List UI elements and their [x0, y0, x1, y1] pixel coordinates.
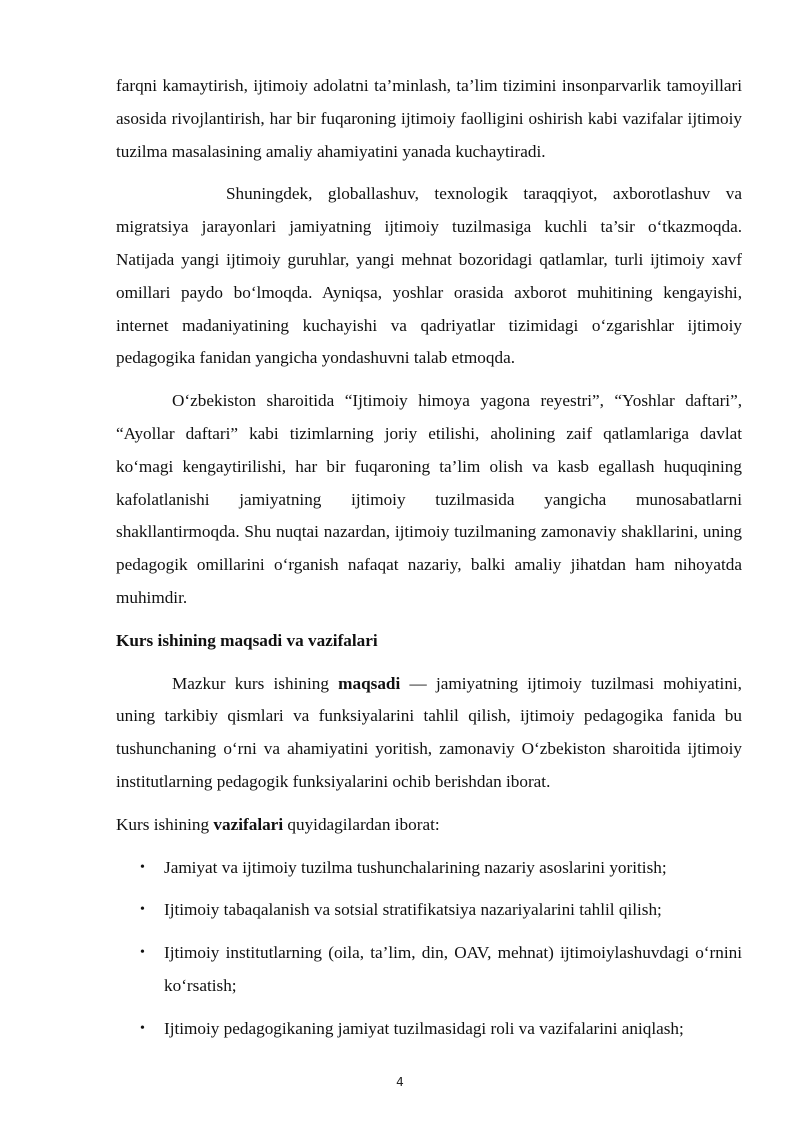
tasks-bold-term: vazifalari: [213, 814, 284, 834]
list-item: [116, 852, 742, 885]
paragraph-goal: [116, 668, 742, 799]
bullet-icon: •: [140, 902, 145, 918]
goal-bold-term: maqsadi: [338, 673, 401, 693]
goal-prefix: Mazkur kurs ishining: [172, 673, 339, 693]
list-item-text: Ijtimoiy tabaqalanish va sotsial stratifikatsiya nazariyalarini tahlil qilish;: [164, 900, 662, 920]
list-item: [116, 894, 742, 927]
tasks-list: [116, 852, 742, 1046]
paragraph-globalization: Shuningdek, globallashuv, texnologik taraqqiyot, axborotlashuv va migratsiya jarayonlari jamiyatning ijtimoiy tuzilmasiga kuchli ta’sir o‘tkazmoqda. Natijada yangi ijtimoiy guruhlar, yangi mehnat bozoridagi qatlamlar, turli ijtimoiy xavf omillari paydo bo‘lmoqda. Ayniqsa, yoshlar orasida axborot muhitining kengayishi, internet madaniyatining kuchayishi va qadriyatlar tizimidagi o‘zgarishlar ijtimoiy pedagogika fanidan yangicha yondashuvni talab etmoqda.: [116, 184, 742, 368]
list-item-text: Ijtimoiy pedagogikaning jamiyat tuzilmasidagi roli va vazifalarini aniqlash;: [164, 1018, 684, 1038]
bullet-icon: •: [140, 945, 145, 961]
paragraph-tasks-intro: [116, 809, 742, 842]
list-item-text: Jamiyat va ijtimoiy tuzilma tushunchalarining nazariy asoslarini yoritish;: [164, 857, 667, 877]
page-number: 4: [396, 1075, 404, 1089]
tasks-intro-text: quyidagilardan iborat:: [283, 814, 440, 834]
list-item: [116, 1013, 742, 1046]
bullet-icon: •: [140, 1020, 145, 1036]
goal-text: — jamiyatning ijtimoiy tuzilmasi mohiyatini, uning tarkibiy qismlari va funksiyalarini tahlil qilish, ijtimoiy pedagogika fanida bu tushunchaning o‘rni va ahamiyatini yoritish, zamonaviy O‘zbekiston sharoitida ijtimoiy institutlarning pedagogik funksiyalarini ochib berishdan iborat.: [116, 673, 742, 791]
paragraph-uzbekistan-context: O‘zbekiston sharoitida “Ijtimoiy himoya yagona reyestri”, “Yoshlar daftari”, “Ayollar daftari” kabi tizimlarning joriy etilishi, aholining zaif qatlamlariga davlat ko‘magi kengaytirilishi, har bir fuqaroning ta’lim olish va kasb egallash huquqining kafolatlanishi jamiyatning ijtimoiy tuzilmasida yangicha munosabatlarni shakllantirmoqda. Shu nuqtai nazardan, ijtimoiy tuzilmaning zamonaviy shakllarini, uning pedagogik omillarini o‘rganish nafaqat nazariy, balki amaliy jihatdan ham nihoyatda muhimdir.: [116, 391, 742, 607]
tasks-prefix: Kurs ishining: [116, 814, 214, 834]
list-item-text: Ijtimoiy institutlarning (oila, ta’lim, din, OAV, mehnat) ijtimoiylashuvdagi o‘rnini ko‘rsatish;: [164, 943, 742, 995]
section-heading: Kurs ishining maqsadi va vazifalari: [116, 630, 378, 650]
paragraph-continuation: farqni kamaytirish, ijtimoiy adolatni ta’minlash, ta’lim tizimini insonparvarlik tamoyillari asosida rivojlantirish, har bir fuqaroning ijtimoiy faolligini oshirish kabi vazifalar ijtimoiy tuzilma masalasining amaliy ahamiyatini yanada kuchaytiradi.: [116, 76, 742, 161]
page-content: [116, 70, 742, 1056]
list-item: [116, 937, 742, 1003]
bullet-icon: •: [140, 859, 145, 875]
